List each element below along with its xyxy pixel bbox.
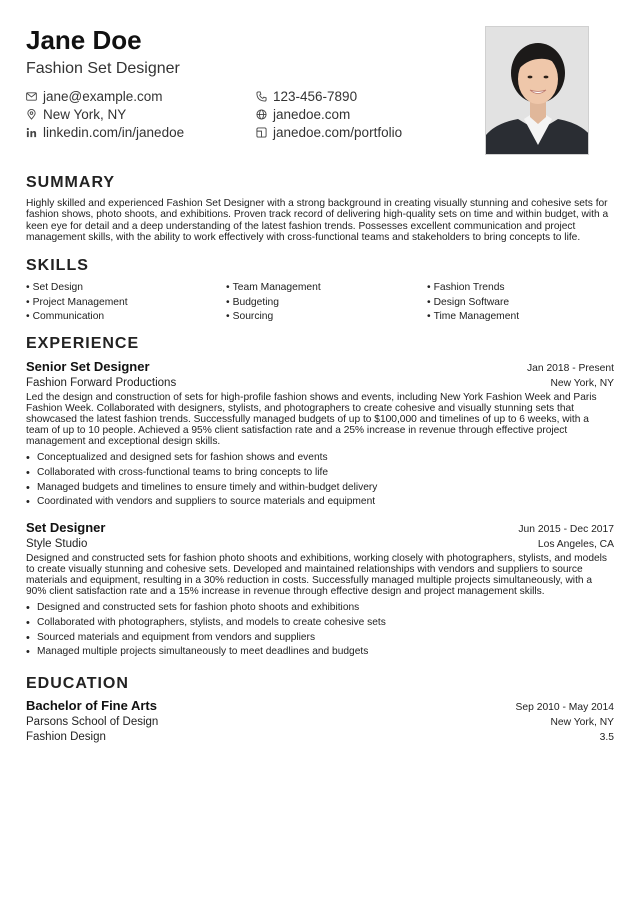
portfolio-icon [256,127,267,138]
job-title: Senior Set Designer [26,359,150,374]
skill-item: • Time Management [427,310,616,325]
list-item: • Collaborated with photographers, stylists, and models to create cohesive sets [26,616,614,631]
job-bullets [26,601,614,659]
resume-header [26,24,466,79]
candidate-title: Fashion Set Designer [26,60,180,77]
education-heading: EDUCATION [26,675,129,692]
mail-icon [26,91,37,102]
list-item: • Designed and constructed sets for fashion photo shoots and exhibitions [26,601,614,616]
location-pin-icon [26,109,37,120]
contact-phone[interactable] [256,87,466,105]
skill-item: • Budgeting [226,296,427,311]
summary-heading: SUMMARY [26,174,116,191]
degree: Bachelor of Fine Arts [26,698,157,713]
contact-portfolio-text: janedoe.com/portfolio [273,124,403,140]
school: Parsons School of Design [26,716,159,728]
contact-portfolio[interactable] [256,123,466,141]
experience-entry [26,520,614,660]
contact-phone-text: 123-456-7890 [273,88,358,104]
experience-entry [26,359,614,510]
job-description: Designed and constructed sets for fashion photo shoots and exhibitions, working closely with photographers, stylists, and models to create visually stunning and cohesive sets. Developed and maintained relationships with vendors and suppliers to source materials and equipment, resulting in a 30% reduction in costs. Successfully managed multiple projects simultaneously, with a 90% client satisfaction rate and a 15% increase in revenue through effective design and project management skills. [26,553,608,598]
skills-heading: SKILLS [26,257,89,274]
contact-email[interactable] [26,87,256,105]
skill-item: • Sourcing [226,310,427,325]
profile-photo [485,26,589,155]
globe-icon [256,109,267,120]
phone-icon [256,91,267,102]
contact-location [26,105,256,123]
list-item: • Managed budgets and timelines to ensure timely and within-budget delivery [26,481,614,496]
job-company: Style Studio [26,538,88,550]
list-item: • Coordinated with vendors and suppliers to source materials and equipment [26,495,614,510]
list-item: • Conceptualized and designed sets for fashion shows and events [26,451,614,466]
contact-website-text: janedoe.com [273,106,351,122]
job-bullets [26,451,614,509]
contact-website[interactable] [256,105,466,123]
gpa: 3.5 [599,732,614,743]
job-dates: Jun 2015 - Dec 2017 [518,524,614,535]
field-of-study: Fashion Design [26,731,106,743]
job-location: Los Angeles, CA [537,539,614,550]
school-location: New York, NY [550,717,614,728]
linkedin-icon [26,127,37,138]
list-item: • Collaborated with cross-functional teams to bring concepts to life [26,466,614,481]
contact-info [26,87,466,141]
skill-item: • Fashion Trends [427,281,616,296]
job-company: Fashion Forward Productions [26,377,177,389]
list-item: • Managed multiple projects simultaneously to meet deadlines and budgets [26,645,614,660]
list-item: • Sourced materials and equipment from vendors and suppliers [26,631,614,646]
contact-email-text: jane@example.com [43,88,163,104]
contact-location-text: New York, NY [43,106,127,122]
job-title: Set Designer [26,520,106,535]
skill-item: • Set Design [26,281,226,296]
skill-item: • Project Management [26,296,226,311]
skill-item: • Team Management [226,281,427,296]
job-dates: Jan 2018 - Present [526,363,614,374]
job-location: New York, NY [550,378,614,389]
candidate-name: Jane Doe [26,25,142,55]
skill-item: • Communication [26,310,226,325]
contact-linkedin[interactable] [26,123,256,141]
education-entry [26,698,614,743]
summary-text: Highly skilled and experienced Fashion Set Designer with a strong background in creating visually stunning and cohesive sets for fashion shows, photo shoots, and exhibitions. Proven track record of delivering high-quality sets on time and within budget, with a keen eye for detail and a deep understanding of the latest fashion trends. Possesses excellent communication and project management skills, with the ability to work effectively with cross-functional teams and stakeholders to bring concepts to life. [26,198,609,244]
education-dates: Sep 2010 - May 2014 [515,702,614,713]
job-description: Led the design and construction of sets for high-profile fashion shows and events, including New York Fashion Week and Paris Fashion Week. Collaborated with designers, stylists, and photographers to create cohesive and visually stunning sets that showcased the latest fashion trends. Successfully managed budgets of up to $100,000 and timelines of up to 6 weeks, with a team of up to 10 people. Achieved a 95% client satisfaction rate and a 25% increase in revenue through effective project management and exceptional design skills. [26,392,597,448]
skill-item: • Design Software [427,296,616,311]
skills-list [26,281,616,325]
contact-linkedin-text: linkedin.com/in/janedoe [43,124,185,140]
experience-heading: EXPERIENCE [26,335,140,352]
